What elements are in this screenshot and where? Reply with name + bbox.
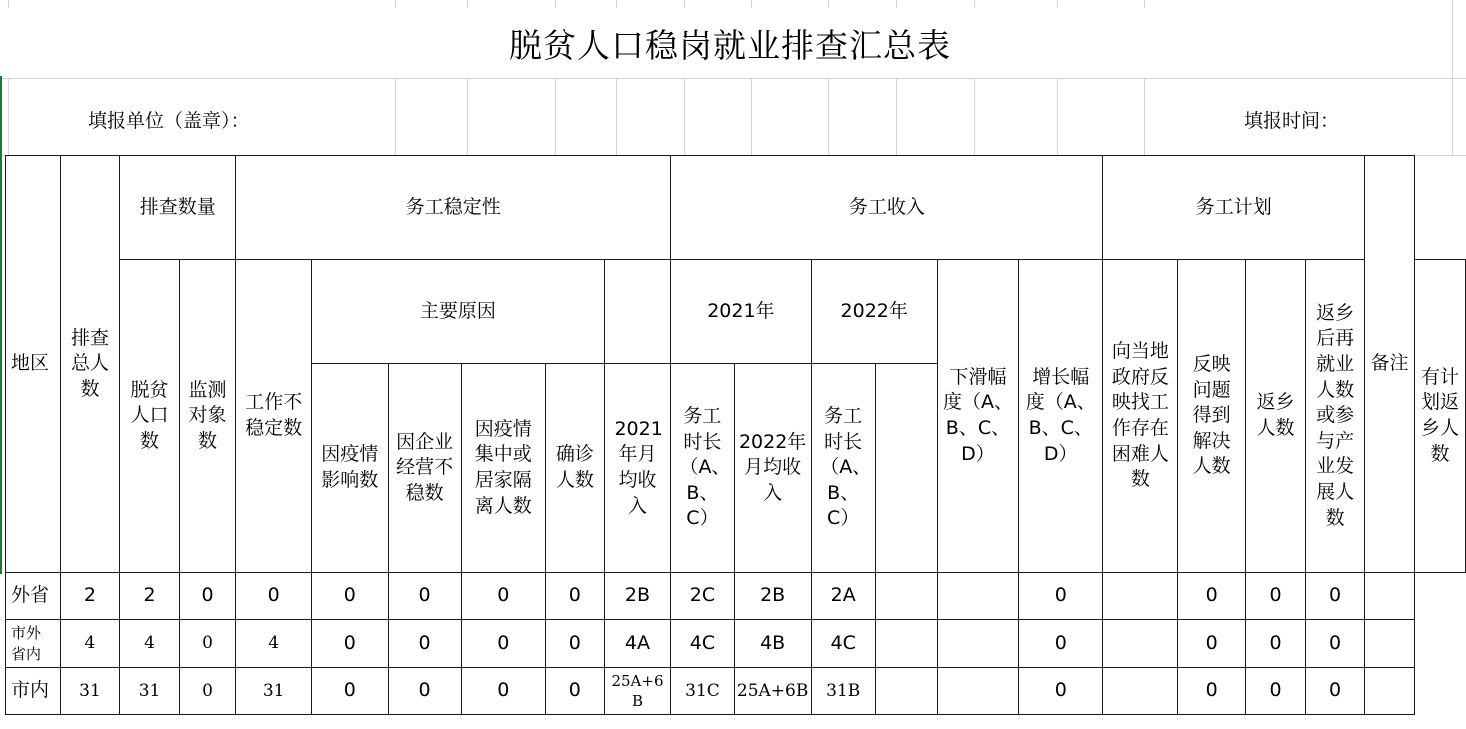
header-monitor[interactable]: 监测对象数 xyxy=(179,260,235,573)
cell-income-2021[interactable]: 25A+6B xyxy=(604,668,670,715)
header-poverty-pop[interactable]: 脱贫人口数 xyxy=(120,260,180,573)
header-unstable[interactable]: 工作不稳定数 xyxy=(236,260,312,573)
cell-decline[interactable] xyxy=(875,573,937,620)
cell-growth[interactable] xyxy=(937,668,1018,715)
cell-reemployed[interactable]: 0 xyxy=(1245,573,1305,620)
cell-income-2021[interactable]: 4A xyxy=(604,620,670,668)
cell-plan-return[interactable]: 0 xyxy=(1306,620,1365,668)
header-decline[interactable]: 下滑幅度（A、B、C、D） xyxy=(937,260,1018,573)
cell-hours-2021[interactable]: 2C xyxy=(671,573,734,620)
header-confirmed[interactable]: 确诊人数 xyxy=(545,364,604,573)
header-main-reason[interactable]: 主要原因 xyxy=(312,260,605,364)
header-remark[interactable]: 备注 xyxy=(1364,156,1414,573)
cell-epidemic[interactable]: 0 xyxy=(312,620,389,668)
header-year-2022[interactable]: 2022年 xyxy=(811,260,937,364)
cell-total[interactable]: 31 xyxy=(60,668,120,715)
cell-hours-2021[interactable]: 31C xyxy=(671,668,734,715)
cell-confirmed[interactable]: 0 xyxy=(545,668,604,715)
header-reemployed[interactable]: 返乡后再就业人数或参与产业发展人数 xyxy=(1306,260,1365,573)
header-hours-2021[interactable]: 务工时长（A、B、C） xyxy=(671,364,734,573)
cell-income-2021[interactable]: 2B xyxy=(604,573,670,620)
header-growth[interactable]: 增长幅度（A、B、C、D） xyxy=(1019,260,1103,573)
time-label[interactable]: 填报时间： xyxy=(1244,110,1340,132)
cell-confirmed[interactable]: 0 xyxy=(545,573,604,620)
header-stability[interactable]: 务工稳定性 xyxy=(236,156,671,260)
selection-accent xyxy=(0,76,2,574)
header-year-2021[interactable]: 2021年 xyxy=(671,260,811,364)
header-income[interactable]: 务工收入 xyxy=(671,156,1103,260)
cell-growth[interactable] xyxy=(937,573,1018,620)
cell-solved[interactable] xyxy=(1103,668,1178,715)
cell-monitor[interactable]: 0 xyxy=(179,668,235,715)
cell-quarantine[interactable]: 0 xyxy=(461,573,545,620)
cell-region[interactable]: 外省 xyxy=(6,573,61,620)
cell-unstable[interactable]: 4 xyxy=(236,620,312,668)
cell-poverty[interactable]: 31 xyxy=(120,668,180,715)
cell-enterprise[interactable]: 0 xyxy=(388,668,461,715)
header-report-gov[interactable]: 向当地政府反映找工作存在困难人数 xyxy=(1103,260,1178,573)
cell-unstable[interactable]: 31 xyxy=(236,668,312,715)
header-income-2021[interactable]: 2021年月均收入 xyxy=(604,364,670,573)
header-total[interactable]: 排查总人数 xyxy=(60,156,120,573)
summary-table xyxy=(5,155,1466,715)
header-hours-2022[interactable]: 务工时长（A、B、C） xyxy=(811,364,875,573)
cell-hours-2022[interactable]: 2A xyxy=(811,573,875,620)
cell-monitor[interactable]: 0 xyxy=(179,573,235,620)
header-returned[interactable]: 返乡人数 xyxy=(1245,260,1305,573)
cell-quarantine[interactable]: 0 xyxy=(461,620,545,668)
cell-quarantine[interactable]: 0 xyxy=(461,668,545,715)
cell-report-gov[interactable]: 0 xyxy=(1019,620,1103,668)
cell-region[interactable]: 市外省内 xyxy=(6,620,61,668)
cell-income-2022[interactable]: 2B xyxy=(734,573,811,620)
header-solved[interactable]: 反映问题得到解决人数 xyxy=(1178,260,1245,573)
cell-plan-return[interactable]: 0 xyxy=(1306,668,1365,715)
cell-growth[interactable] xyxy=(937,620,1018,668)
cell-total[interactable]: 2 xyxy=(60,573,120,620)
cell-epidemic[interactable]: 0 xyxy=(312,573,389,620)
cell-hours-2022[interactable]: 4C xyxy=(811,620,875,668)
cell-decline[interactable] xyxy=(875,668,937,715)
sheet-title[interactable]: 脱贫人口稳岗就业排查汇总表 xyxy=(8,8,1452,78)
cell-plan-return[interactable]: 0 xyxy=(1306,573,1365,620)
cell-hours-2022[interactable]: 31B xyxy=(811,668,875,715)
cell-income-2022[interactable]: 25A+6B xyxy=(734,668,811,715)
table-row[interactable] xyxy=(6,668,1466,715)
cell-monitor[interactable]: 0 xyxy=(179,620,235,668)
header-income-2022[interactable]: 2022年月均收入 xyxy=(734,364,811,573)
cell-returned[interactable]: 0 xyxy=(1178,620,1245,668)
header-plan-return[interactable]: 有计划返乡人数 xyxy=(1415,260,1466,573)
cell-report-gov[interactable]: 0 xyxy=(1019,573,1103,620)
cell-remark[interactable] xyxy=(1364,668,1414,715)
cell-reemployed[interactable]: 0 xyxy=(1245,620,1305,668)
header-enterprise[interactable]: 因企业经营不稳数 xyxy=(388,364,461,573)
cell-hours-2021[interactable]: 4C xyxy=(671,620,734,668)
cell-returned[interactable]: 0 xyxy=(1178,668,1245,715)
header-check-count[interactable]: 排查数量 xyxy=(120,156,236,260)
cell-enterprise[interactable]: 0 xyxy=(388,573,461,620)
header-region[interactable]: 地区 xyxy=(6,156,61,573)
cell-poverty[interactable]: 2 xyxy=(120,573,180,620)
header-confirmed-top[interactable] xyxy=(604,260,670,364)
header-quarantine[interactable]: 因疫情集中或居家隔离人数 xyxy=(461,364,545,573)
table-row[interactable] xyxy=(6,573,1466,620)
cell-enterprise[interactable]: 0 xyxy=(388,620,461,668)
cell-solved[interactable] xyxy=(1103,573,1178,620)
unit-label[interactable]: 填报单位（盖章）： xyxy=(88,110,250,132)
cell-income-2022[interactable]: 4B xyxy=(734,620,811,668)
header-epidemic[interactable]: 因疫情影响数 xyxy=(312,364,389,573)
cell-reemployed[interactable]: 0 xyxy=(1245,668,1305,715)
cell-solved[interactable] xyxy=(1103,620,1178,668)
cell-report-gov[interactable]: 0 xyxy=(1019,668,1103,715)
table-row[interactable] xyxy=(6,620,1466,668)
cell-remark[interactable] xyxy=(1364,573,1414,620)
cell-decline[interactable] xyxy=(875,620,937,668)
header-plan[interactable]: 务工计划 xyxy=(1103,156,1365,260)
cell-remark[interactable] xyxy=(1364,620,1414,668)
cell-region[interactable]: 市内 xyxy=(6,668,61,715)
cell-unstable[interactable]: 0 xyxy=(236,573,312,620)
cell-epidemic[interactable]: 0 xyxy=(312,668,389,715)
cell-returned[interactable]: 0 xyxy=(1178,573,1245,620)
cell-total[interactable]: 4 xyxy=(60,620,120,668)
cell-confirmed[interactable]: 0 xyxy=(545,620,604,668)
cell-poverty[interactable]: 4 xyxy=(120,620,180,668)
